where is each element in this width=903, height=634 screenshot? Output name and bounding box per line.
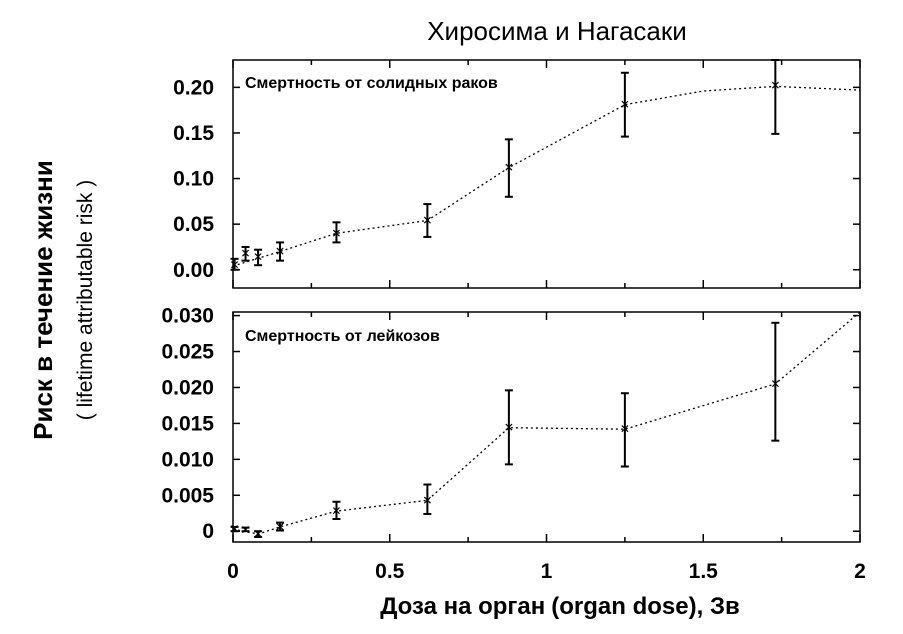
data-point (504, 139, 514, 196)
data-point (620, 73, 630, 137)
point-marker: ✕ (331, 226, 342, 241)
y-axis-label: Риск в течение жизни (28, 160, 58, 440)
x-tick-label: 1.5 (688, 560, 718, 583)
fit-curve-solid (233, 86, 860, 266)
point-marker: ✕ (503, 160, 514, 175)
x-axis-label-ru: Доза на орган (380, 593, 546, 620)
data-point (241, 523, 251, 537)
y-tick-label: 0.005 (161, 484, 214, 508)
point-marker: ✕ (422, 213, 433, 228)
y-tick-label: 0.05 (173, 213, 214, 237)
data-point (331, 502, 341, 519)
x-ticks (227, 560, 866, 583)
y-axis-label-en: ( lifetime attributable risk ) (74, 179, 97, 421)
point-marker: ✕ (770, 376, 781, 391)
data-point (770, 323, 780, 441)
x-axis-label (380, 593, 740, 620)
data-point (241, 246, 251, 260)
chart-title: Хиросима и Нагасаки (427, 16, 687, 46)
panel-solid-cancer (173, 60, 860, 288)
y-tick-label: 0.010 (161, 448, 214, 472)
x-axis-label-unit: , Зв (696, 593, 740, 620)
panel-label-leukemia: Смертность от лейкозов (245, 328, 440, 345)
point-marker: ✕ (229, 522, 240, 537)
y-tick-label: 0 (202, 520, 214, 544)
y-tick-label: 0.015 (161, 412, 214, 436)
point-marker: ✕ (619, 422, 630, 437)
data-point (230, 522, 240, 536)
data-point (253, 527, 263, 541)
x-tick-label: 0.5 (375, 560, 405, 583)
point-marker: ✕ (619, 97, 630, 112)
y-tick-label: 0.020 (161, 376, 214, 400)
y-tick-label: 0.15 (173, 121, 214, 145)
point-marker: ✕ (770, 78, 781, 93)
point-marker: ✕ (331, 504, 342, 519)
point-marker: ✕ (274, 519, 286, 534)
data-point (230, 258, 240, 272)
data-point (331, 222, 341, 242)
data-point (422, 485, 432, 514)
x-axis-label-en: (organ dose) (551, 593, 697, 620)
y-tick-label: 0.10 (173, 167, 214, 191)
y-tick-label: 0.030 (161, 304, 214, 328)
data-point (422, 204, 432, 237)
panel-frame-bottom (233, 312, 860, 542)
panel-leukemia (161, 305, 860, 544)
point-marker: ✕ (274, 244, 286, 259)
data-point (504, 390, 514, 464)
point-marker: ✕ (240, 246, 251, 261)
y-tick-label: 0.00 (173, 258, 214, 282)
point-marker: ✕ (240, 522, 251, 537)
data-point (275, 242, 285, 260)
data-point (770, 60, 780, 134)
y-tick-label: 0.025 (161, 340, 214, 364)
y-tick-label: 0.20 (173, 76, 214, 100)
x-tick-label: 1 (540, 560, 553, 583)
marks-top (230, 60, 860, 288)
data-point (253, 250, 263, 266)
panel-label-solid: Смертность от солидных раков (245, 75, 498, 92)
point-marker: ✕ (422, 493, 433, 508)
x-tick-label: 2 (854, 560, 866, 583)
point-marker: ✕ (253, 249, 264, 264)
panel-frame-top (233, 60, 860, 288)
data-point (620, 393, 630, 466)
marks-bottom (230, 312, 860, 542)
x-tick-label: 0 (227, 560, 239, 583)
point-marker: ✕ (229, 258, 240, 273)
point-marker: ✕ (253, 527, 264, 542)
point-marker: ✕ (503, 420, 514, 435)
data-point (275, 520, 285, 534)
fit-curve-leukemia (233, 312, 860, 534)
